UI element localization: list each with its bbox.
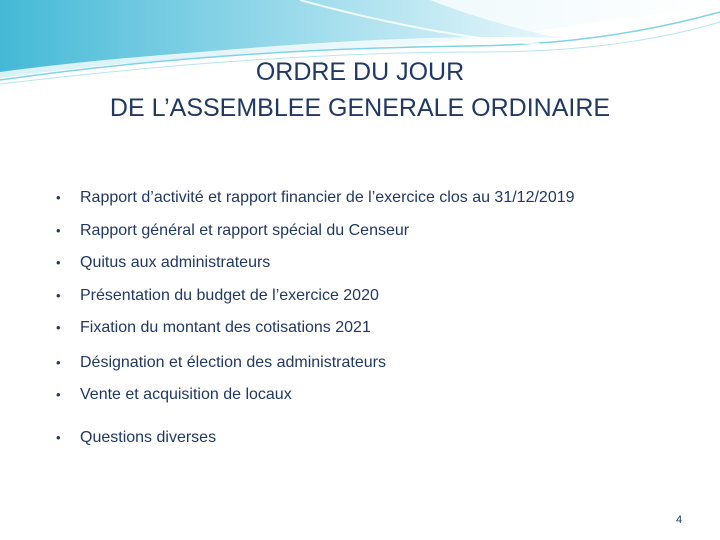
agenda-item-text: Rapport général et rapport spécial du Censeur [80, 222, 410, 239]
agenda-item [56, 318, 371, 338]
agenda-item [56, 428, 216, 448]
agenda-item [56, 286, 379, 306]
agenda-item [56, 253, 270, 273]
bullet-icon: • [56, 190, 61, 205]
agenda-item [56, 385, 292, 405]
agenda-item-text: Vente et acquisition de locaux [80, 386, 292, 403]
agenda-item-text: Rapport d’activité et rapport financier de l’exercice clos au 31/12/2019 [80, 189, 575, 206]
title-line-2: DE L’ASSEMBLEE GENERALE ORDINAIRE [109, 94, 611, 122]
bullet-icon: • [56, 355, 61, 370]
bullet-icon: • [56, 255, 61, 270]
agenda-item-text: Présentation du budget de l’exercice 2020 [80, 287, 379, 304]
bullet-icon: • [56, 387, 61, 402]
agenda-item [56, 353, 386, 373]
agenda-item [56, 221, 409, 241]
page-number: 4 [676, 514, 683, 526]
slide-title [0, 54, 720, 126]
agenda-item-text: Désignation et élection des administrateurs [80, 354, 386, 371]
agenda-item-text: Questions diverses [80, 429, 217, 446]
bullet-icon: • [56, 320, 61, 335]
bullet-icon: • [56, 223, 61, 238]
bullet-icon: • [56, 430, 61, 445]
title-line-1: ORDRE DU JOUR [255, 58, 465, 86]
agenda-item-text: Fixation du montant des cotisations 2021 [80, 319, 371, 336]
bullet-icon: • [56, 288, 61, 303]
agenda-item-text: Quitus aux administrateurs [80, 254, 271, 271]
agenda-item [56, 188, 575, 208]
